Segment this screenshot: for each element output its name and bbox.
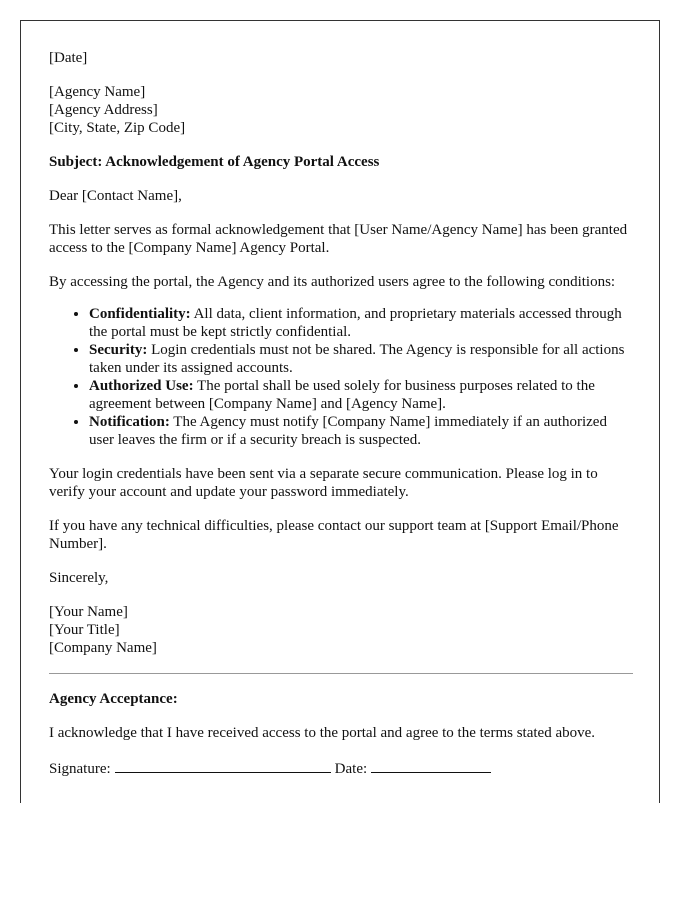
letter-content [49,49,633,778]
condition-label: Notification: [89,414,170,430]
condition-label: Authorized Use: [89,378,194,394]
condition-text: The portal shall be used solely for business purposes related to the agreement between [Company Name] and [Agency Name]. [89,378,595,412]
condition-text: Login credentials must not be shared. The Agency is responsible for all actions taken under its assigned accounts. [89,342,625,376]
signature-label: Signature: [49,761,111,777]
condition-item-authorized-use [89,377,633,413]
condition-label: Confidentiality: [89,306,191,322]
signature-field[interactable] [115,758,331,773]
support-paragraph: If you have any technical difficulties, please contact our support team at [Support Email/Phone Number]. [49,518,619,552]
recipient-city-state-zip: [City, State, Zip Code] [49,120,186,136]
conditions-list [49,305,633,449]
condition-label: Security: [89,342,148,358]
letter-page [20,20,660,803]
condition-item-confidentiality [89,305,633,341]
acceptance-heading: Agency Acceptance: [49,691,178,707]
conditions-intro-paragraph: By accessing the portal, the Agency and its authorized users agree to the following conditions: [49,274,616,290]
sender-block [49,603,633,657]
sender-name: [Your Name] [49,604,128,620]
section-divider [49,673,633,674]
date-field[interactable] [371,758,491,773]
condition-item-security [89,341,633,377]
acceptance-statement: I acknowledge that I have received access to the portal and agree to the terms stated above. [49,725,596,741]
signature-row [49,758,633,778]
condition-text: The Agency must notify [Company Name] immediately if an authorized user leaves the firm or if a security breach is suspected. [89,414,607,448]
recipient-address [49,83,633,137]
letter-date: [Date] [49,50,88,66]
letter-closing: Sincerely, [49,570,109,586]
letter-subject: Subject: Acknowledgement of Agency Portal Access [49,154,380,170]
condition-item-notification [89,413,633,449]
sender-title: [Your Title] [49,622,120,638]
letter-intro-paragraph: This letter serves as formal acknowledgement that [User Name/Agency Name] has been granted access to the [Company Name] Agency Portal. [49,222,628,256]
condition-text: All data, client information, and proprietary materials accessed through the portal must be kept strictly confidential. [89,306,622,340]
sender-company: [Company Name] [49,640,157,656]
date-label: Date: [334,761,368,777]
credentials-paragraph: Your login credentials have been sent via a separate secure communication. Please log in to verify your account and update your password immediately. [49,466,598,500]
recipient-agency-address: [Agency Address] [49,102,158,118]
letter-salutation: Dear [Contact Name], [49,188,182,204]
recipient-agency-name: [Agency Name] [49,84,146,100]
